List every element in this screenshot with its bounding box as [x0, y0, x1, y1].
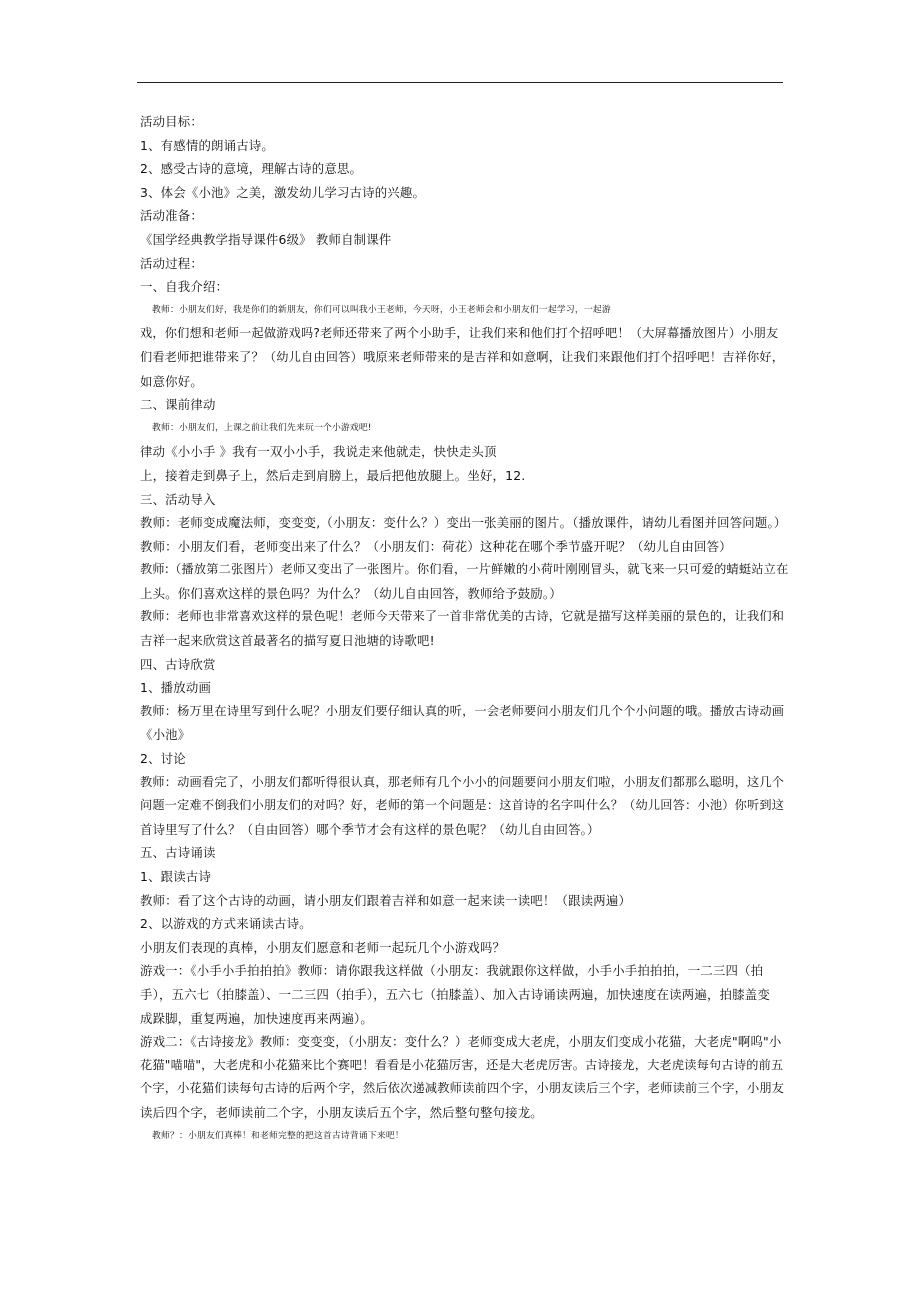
- text-line: 《国学经典教学指导课件6级》 教师自制课件: [140, 231, 392, 247]
- text-line: 三、活动导入: [140, 491, 216, 507]
- text-line: 律动《小小手 》我有一双小小手，我说走来他就走，快快走头顶: [140, 444, 497, 460]
- text-line: 戏，你们想和老师一起做游戏吗?老师还带来了两个小助手，让我们来和他们打个招呼吧！（大屏幕播放图片）小朋友: [140, 326, 779, 341]
- text-line: 读后四个字，老师读前二个字，小朋友读后五个字，然后整句整句接龙。: [140, 1104, 543, 1120]
- text-line: 教师：杨万里在诗里写到什么呢？小朋友们要仔细认真的听，一会老师要问小朋友们几个个小问题的哦。播放古诗动画: [140, 703, 785, 718]
- text-line: 四、古诗欣赏: [140, 656, 216, 672]
- text-line: 一、自我介绍：: [140, 279, 229, 295]
- text-line: 1、有感情的朗诵古诗。: [140, 137, 274, 153]
- text-line: 《小池》: [140, 727, 191, 743]
- text-line: 教师：老师变成魔法师，变变变,（小朋友：变什么？）变出一张美丽的图片。（播放课件，请幼儿看图并回答问题。）: [140, 515, 787, 531]
- text-line: 活动过程：: [140, 255, 203, 271]
- text-line: 2、以游戏的方式来诵读古诗。: [140, 916, 312, 932]
- text-line: 个字，小花猫们读每句古诗的后两个字，然后依次递减教师读前四个字，小朋友读后三个字，老师读前三个字，小朋友: [140, 1081, 785, 1096]
- document-body: [140, 110, 788, 1148]
- text-line: 二、课前律动: [140, 397, 216, 413]
- text-line: 花猫"喵喵"，大老虎和小花猫来比个赛吧！看看是小花猫厉害，还是大老虎厉害。古诗接龙，大老虎读每句古诗的前五: [140, 1057, 784, 1072]
- text-line: 教师：看了这个古诗的动画，请小朋友们跟着吉祥和如意一起来读一读吧！（跟读两遍）: [140, 892, 632, 908]
- text-line: 小朋友们表现的真棒，小朋友们愿意和老师一起玩几个小游戏吗？: [140, 939, 506, 955]
- text-line: 教师:（播放第二张图片）老师又变出了一张图片。你们看，一片鲜嫩的小荷叶刚刚冒头，就飞来一只可爱的蜻蜓站立在: [140, 562, 789, 577]
- text-line: 活动目标：: [140, 114, 203, 129]
- text-line: 游戏一：《小手小手拍拍拍》教师：请你跟我这样做（小朋友：我就跟你这样做，小手小手拍拍拍，一二三四（拍: [140, 963, 764, 979]
- header-rule: [137, 82, 783, 83]
- text-line: 教师：小朋友们，上课之前让我们先来玩一个小游戏吧!: [152, 422, 372, 433]
- text-line: 问题一定难不倒我们小朋友们的对吗？好，老师的第一个问题是：这首诗的名字叫什么？（幼儿回答：小池）你听到这: [140, 798, 785, 813]
- text-line: 2、讨论: [140, 751, 186, 767]
- text-line: 教师？：小朋友们真棒！和老师完整的把这首古诗背诵下来吧！: [152, 1130, 404, 1141]
- text-line: 3、体会《小池》之美，激发幼儿学习古诗的兴趣。: [140, 184, 426, 200]
- text-line: 教师：小朋友们看，老师变出来了什么？（小朋友们：荷花）这种花在哪个季节盛开呢？（幼儿自由回答）: [140, 538, 732, 554]
- text-line: 教师：老师也非常喜欢这样的景色呢！老师今天带来了一首非常优美的古诗，它就是描写这样美丽的景色的，让我们和: [140, 609, 785, 624]
- text-line: 2、感受古诗的意境，理解古诗的意思。: [140, 161, 363, 177]
- text-line: 成跺脚，重复两遍，加快速度再来两遍）。: [140, 1010, 374, 1026]
- text-line: 上，接着走到鼻子上，然后走到肩膀上，最后把他放腿上。坐好，12.: [140, 467, 526, 483]
- text-line: 教师：动画看完了，小朋友们都听得很认真，那老师有几个小小的问题要问小朋友们啦，小朋友们都那么聪明，这几个: [140, 774, 785, 789]
- text-line: 1、跟读古诗: [140, 869, 212, 884]
- text-line: 上头。你们喜欢这样的景色吗？为什么？（幼儿自由回答，教师给予鼓励。）: [140, 585, 562, 601]
- text-line: 吉祥一起来欣赏这首最著名的描写夏日池塘的诗歌吧!: [140, 633, 435, 649]
- text-line: 教师：小朋友们好，我是你们的新朋友，你们可以叫我小王老师，今天呀，小王老师会和小朋友们一起学习，一起游: [152, 304, 611, 315]
- text-line: 手），五六七（拍膝盖）、一二三四（拍手），五六七（拍膝盖）、加入古诗诵读两遍，加快速度在读两遍，拍膝盖变: [140, 986, 770, 1002]
- text-line: 们看老师把谁带来了？（幼儿自由回答）哦原来老师带来的是吉祥和如意啊，让我们来跟他们打个招呼吧！吉祥你好，: [140, 349, 785, 364]
- text-line: 活动准备：: [140, 208, 203, 224]
- text-line: 游戏二：《古诗接龙》教师：变变变，（小朋友：变什么？）老师变成大老虎，小朋友们变成小花猫，大老虎"啊呜"小: [140, 1034, 782, 1050]
- text-line: 首诗里写了什么？（自由回答）哪个季节才会有这样的景色呢？（幼儿自由回答。）: [140, 821, 600, 837]
- text-line: 1、播放动画: [140, 680, 212, 696]
- text-line: 五、古诗诵读: [140, 845, 216, 861]
- text-line: 如意你好。: [140, 373, 203, 389]
